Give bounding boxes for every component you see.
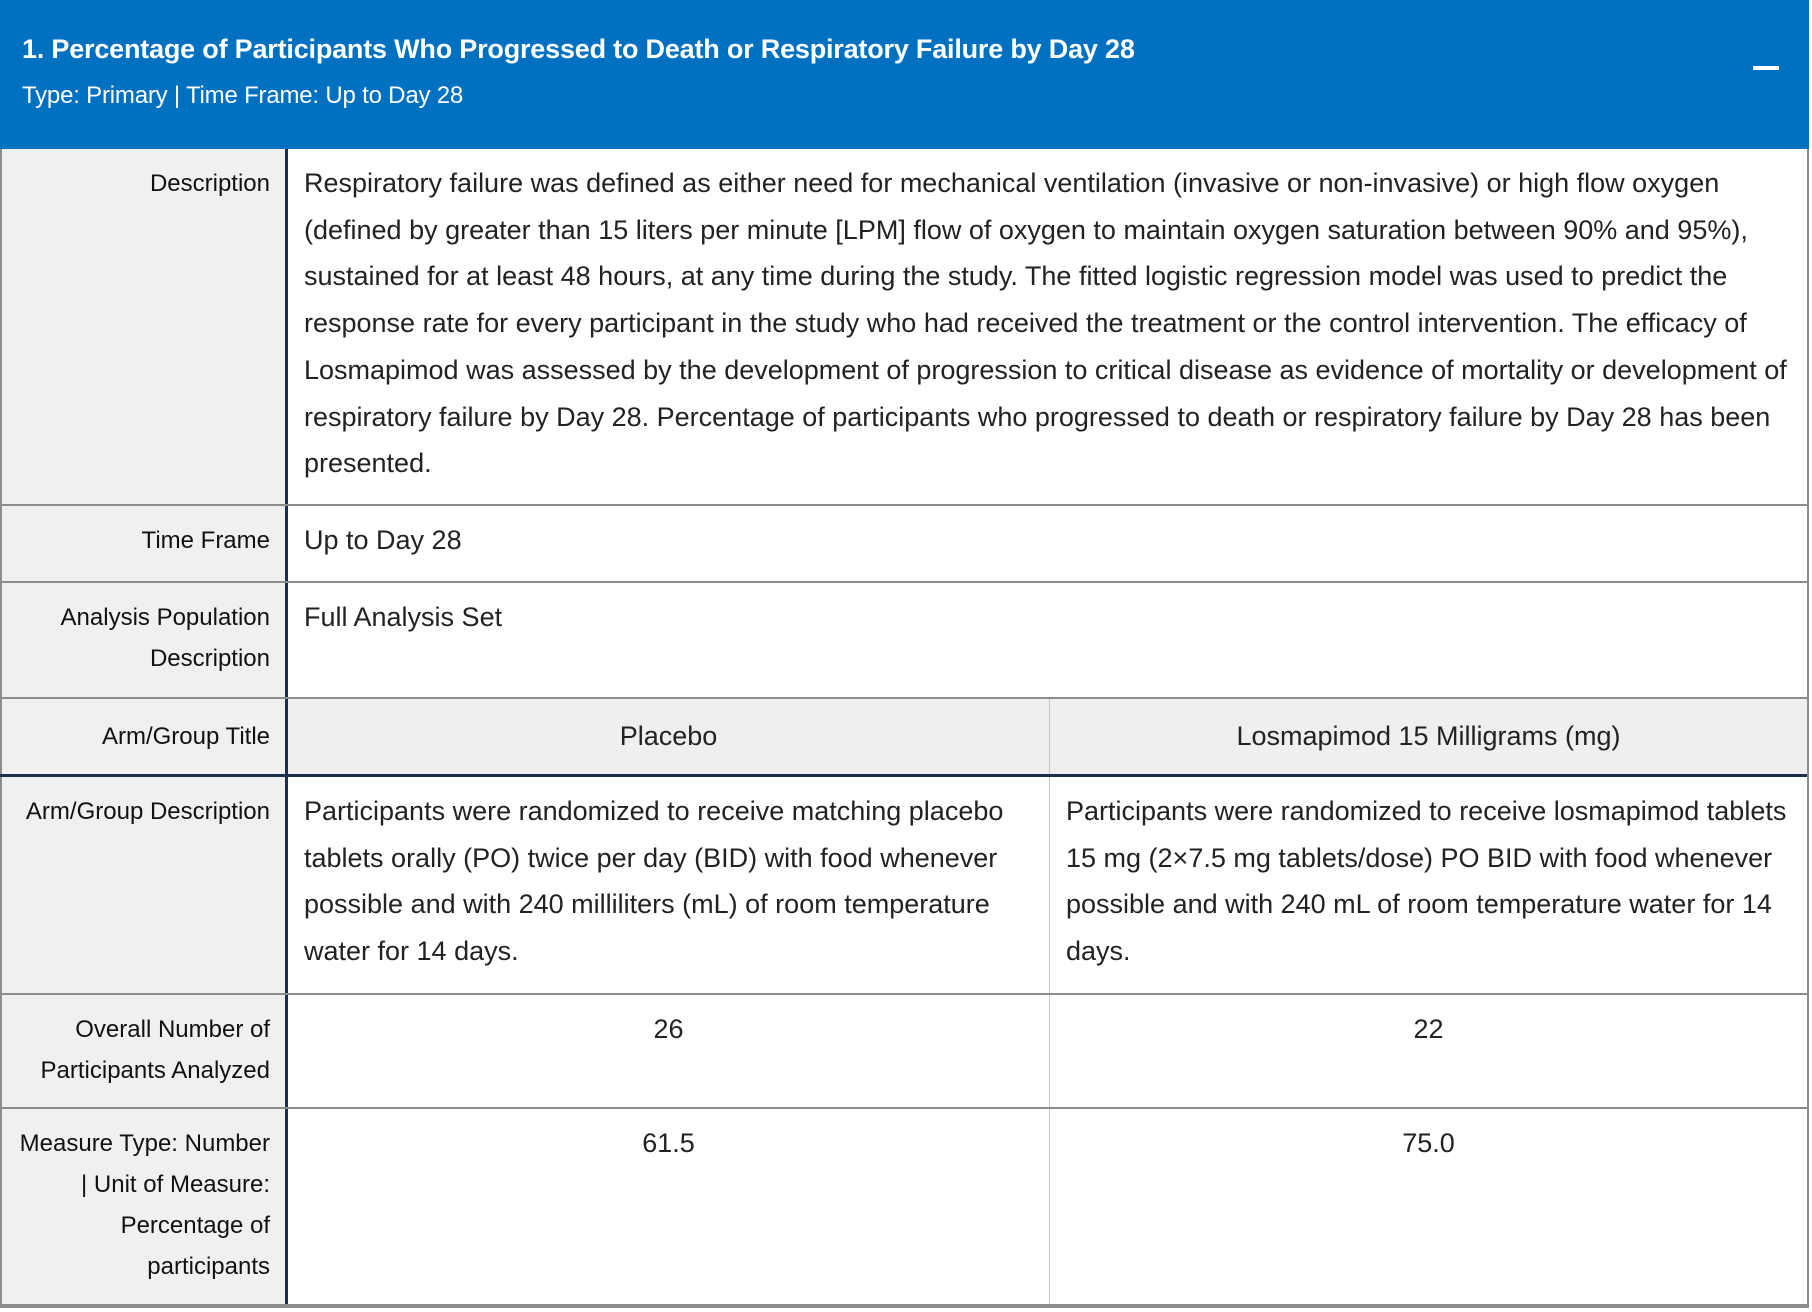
- arm-description-placebo: Participants were randomized to receive matching placebo tablets orally (PO) twice per day (BID) with food whenever possible and with 240 milliliters (mL) of room temperature water for 14 days.: [304, 796, 1004, 967]
- description-value: Respiratory failure was defined as either need for mechanical ventilation (invasive or non-invasive) or high flow oxygen (defined by greater than 15 liters per minute [LPM] flow of oxygen to maintain oxygen saturation between 90% and 95%), sustained for at least 48 hours, at any time during the study. The fitted logistic regression model was used to predict the response rate for every participant in the study who had received the treatment or the control intervention. The efficacy of Losmapimod was assessed by the development of progression to critical disease as evidence of mortality or development of respiratory failure by Day 28. Percentage of participants who progressed to death or respiratory failure by Day 28 has been presented.: [304, 168, 1787, 479]
- row-label: Overall Number of Participants Analyzed: [0, 995, 288, 1107]
- row-arm-title: [0, 699, 1807, 777]
- outcome-subtitle: Type: Primary | Time Frame: Up to Day 28: [22, 82, 464, 109]
- row-label: Analysis Population Description: [0, 583, 288, 697]
- measure-placebo: 61.5: [642, 1128, 695, 1158]
- row-label: Arm/Group Description: [0, 777, 288, 993]
- row-time-frame: [0, 506, 1807, 583]
- row-arm-description: [0, 777, 1807, 995]
- measure-losmapimod: 75.0: [1049, 1109, 1807, 1304]
- row-participants-analyzed: [0, 995, 1807, 1109]
- arm-title-losmapimod: Losmapimod 15 Milligrams (mg): [1049, 699, 1807, 774]
- row-description: [0, 149, 1807, 506]
- row-label: Time Frame: [0, 506, 288, 581]
- collapse-button[interactable]: [1748, 50, 1784, 86]
- minus-icon: [1753, 66, 1779, 70]
- arm-description-losmapimod: Participants were randomized to receive losmapimod tablets 15 mg (2×7.5 mg tablets/dose) PO BID with food whenever possible and with 240 mL of room temperature water for 14 days.: [1049, 777, 1807, 993]
- row-label: Description: [0, 149, 288, 504]
- participants-losmapimod: 22: [1049, 995, 1807, 1107]
- time-frame-value: Up to Day 28: [304, 525, 462, 555]
- analysis-population-value: Full Analysis Set: [304, 602, 503, 632]
- outcome-title: 1. Percentage of Participants Who Progressed to Death or Respiratory Failure by Day 28: [22, 34, 1135, 64]
- participants-placebo: 26: [653, 1014, 684, 1044]
- row-analysis-population: [0, 583, 1807, 699]
- row-measure: [0, 1109, 1807, 1306]
- arm-title-placebo: Placebo: [288, 699, 1049, 774]
- row-label: Measure Type: Number | Unit of Measure: Percentage of participants: [0, 1109, 288, 1304]
- row-label: Arm/Group Title: [0, 699, 288, 774]
- outcome-header[interactable]: [0, 0, 1809, 149]
